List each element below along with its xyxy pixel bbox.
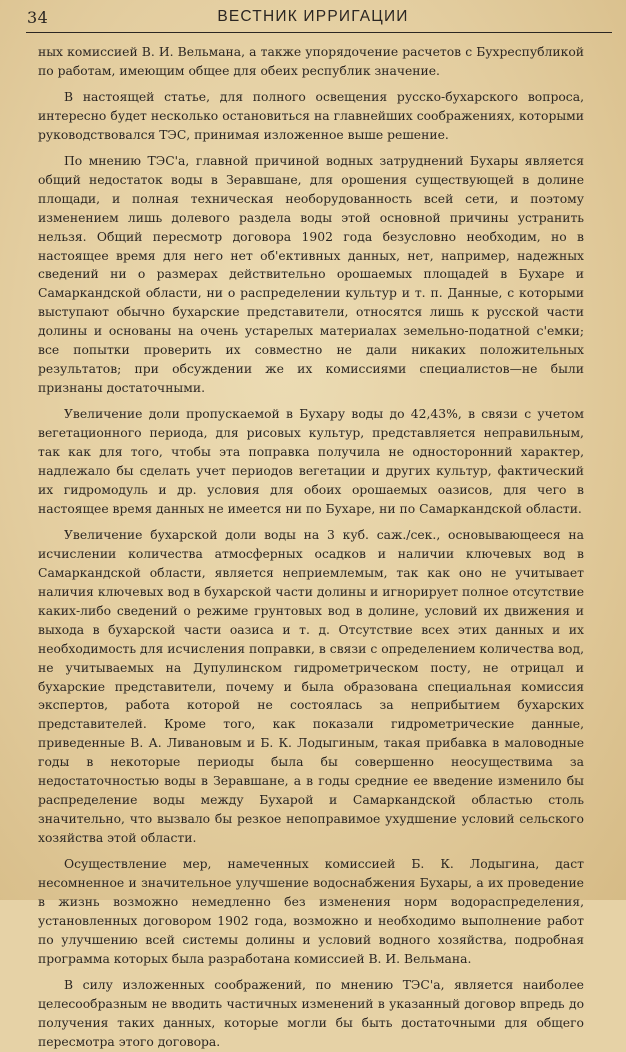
- page-number: 34: [27, 8, 49, 27]
- paragraph: Увеличение бухарской доли воды на 3 куб. саж./сек., основывающееся на исчислении количества атмосферных осадков и наличии ключевых вод в Самаркандской области, является неприемлемым, так как оно не учитывает наличия ключевых вод в бухарской части долины и игнорирует полное отсутствие каких-либо сведений о режиме грунтовых вод в долине, условий их движения и выхода в бухарской части оазиса и т. д. Отсутствие всех этих данных и их необходимость для исчисления поправки, в связи с определением количества вод, не учитываемых на Дупулинском гидрометрическом посту, не отрицал и бухарские представители, почему и была образована специальная комиссия экспертов, работа которой не состоялась за неприбытием бухарских представителей. Кроме того, как показали гидрометрические данные, приведенные В. А. Ливановым и Б. К. Лодыгиным, такая прибавка в маловодные годы в некоторые периоды была бы совершенно неосуществима за недостаточностью воды в Зеравшане, а в годы средние ее введение изменило бы распределение воды между Бухарой и Самаркандской областью столь значительно, что вызвало бы резкое непоправимое ухудшение условий сельского хозяйства этой области.: [38, 527, 584, 846]
- paragraph: Осуществление мер, намеченных комиссией Б. К. Лодыгина, даст несомненное и значительное улучшение водоснабжения Бухары, а их проведение в жизнь возможно немедленно без изменения норм водораспределения, установленных договором 1902 года, возможно и необходимо выполнение работ по улучшению всей системы долины и условий водного хозяйства, подробная программа которых была разработана комиссией В. И. Вельмана.: [38, 857, 584, 966]
- page-header: [0, 6, 626, 32]
- paragraph: В настоящей статье, для полного освещения русско-бухарского вопроса, интересно будет несколько остановиться на главнейших соображениях, которыми руководствовался ТЭС, принимая изложенное выше решение.: [38, 89, 584, 142]
- article-body: [38, 43, 584, 1052]
- paragraph: В силу изложенных соображений, по мнению ТЭС'а, является наиболее целесообразным не вводить частичных изменений в указанный договор впредь до получения таких данных, которые могли бы быть достаточными для общего пересмотра этого договора.: [38, 977, 584, 1049]
- header-divider: [26, 32, 612, 33]
- journal-title: ВЕСТНИК ИРРИГАЦИИ: [217, 8, 409, 25]
- paragraph: ных комиссией В. И. Вельмана, а также упорядочение расчетов с Бухреспубликой по работам, имеющим общее для обеих республик значение.: [38, 45, 584, 78]
- paragraph: Увеличение доли пропускаемой в Бухару воды до 42,43%, в связи с учетом вегетационного периода, для рисовых культур, представляется неправильным, так как для того, чтобы эта поправка получила не односторонний характер, надлежало бы сделать учет периодов вегетации и других культур, фактический их гидромодуль и др. условия для обоих орошаемых оазисов, для чего в настоящее время данных не имеется ни по Бухаре, ни по Самаркандской области.: [38, 407, 584, 516]
- paragraph: По мнению ТЭС'а, главной причиной водных затруднений Бухары является общий недостаток воды в Зеравшане, для орошения существующей в долине площади, и полная техническая необорудованность всей сети, и поэтому изменением лишь долевого раздела воды этой основной причины устранить нельзя. Общий пересмотр договора 1902 года безусловно необходим, но в настоящее время для него нет об'ективных данных, нет, например, надежных сведений ни о размерах действительно орошаемых площадей в Бухаре и Самаркандской области, ни о распределении культур и т. п. Данные, с которыми выступают обычно бухарские представители, относятся лишь к русской части долины и основаны на очень устарелых материалах земельно-податной с'емки; все попытки проверить их совместно не дали никаких положительных результатов; при обсуждении же их комиссиями специалистов—не были признаны достаточными.: [38, 153, 584, 396]
